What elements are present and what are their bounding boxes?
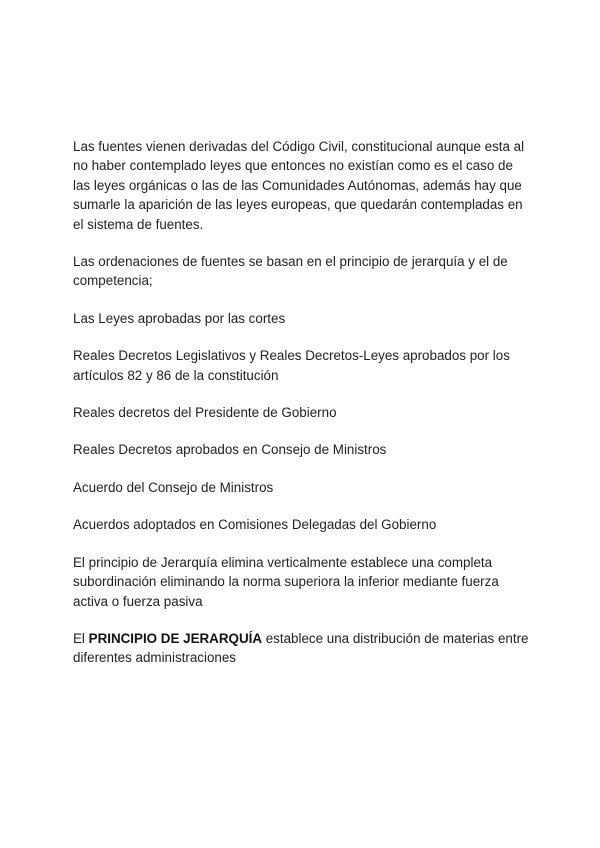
paragraph-prefix: El [73,630,89,646]
paragraph-sources-intro: Las fuentes vienen derivadas del Código Civil, constitucional aunque esta al no haber contemplado leyes que entonces no existían como es el caso de las leyes orgánicas o las de las Comunidades Autónomas, además hay que sumarle la aparición de las leyes europeas, que quedarán contempladas en el sistema de fuentes. [73,139,525,232]
document-body [73,137,533,686]
paragraph-president-decrees: Reales decretos del Presidente de Gobierno [73,405,337,421]
paragraph-suffix: establece una distribución de materias entre diferentes administraciones [73,630,529,666]
paragraph-royal-legislative-decrees: Reales Decretos Legislativos y Reales Decretos-Leyes aprobados por los artículos 82 y 86 de la constitución [73,348,510,383]
bold-principle-term: PRINCIPIO DE JERARQUÍA [88,630,262,646]
paragraph-hierarchy-distribution [73,629,533,668]
paragraph-council-agreement: Acuerdo del Consejo de Ministros [73,479,274,495]
paragraph-ordering-principles: Las ordenaciones de fuentes se basan en el principio de jerarquía y el de competencia; [73,254,508,289]
paragraph-laws-cortes: Las Leyes aprobadas por las cortes [73,310,286,326]
paragraph-delegated-commissions: Acuerdos adoptados en Comisiones Delegadas del Gobierno [73,517,437,533]
paragraph-council-decrees: Reales Decretos aprobados en Consejo de Ministros [73,442,387,458]
paragraph-hierarchy-principle: El principio de Jerarquía elimina verticalmente establece una completa subordinación eliminando la norma superiora la inferior mediante fuerza activa o fuerza pasiva [73,554,499,609]
